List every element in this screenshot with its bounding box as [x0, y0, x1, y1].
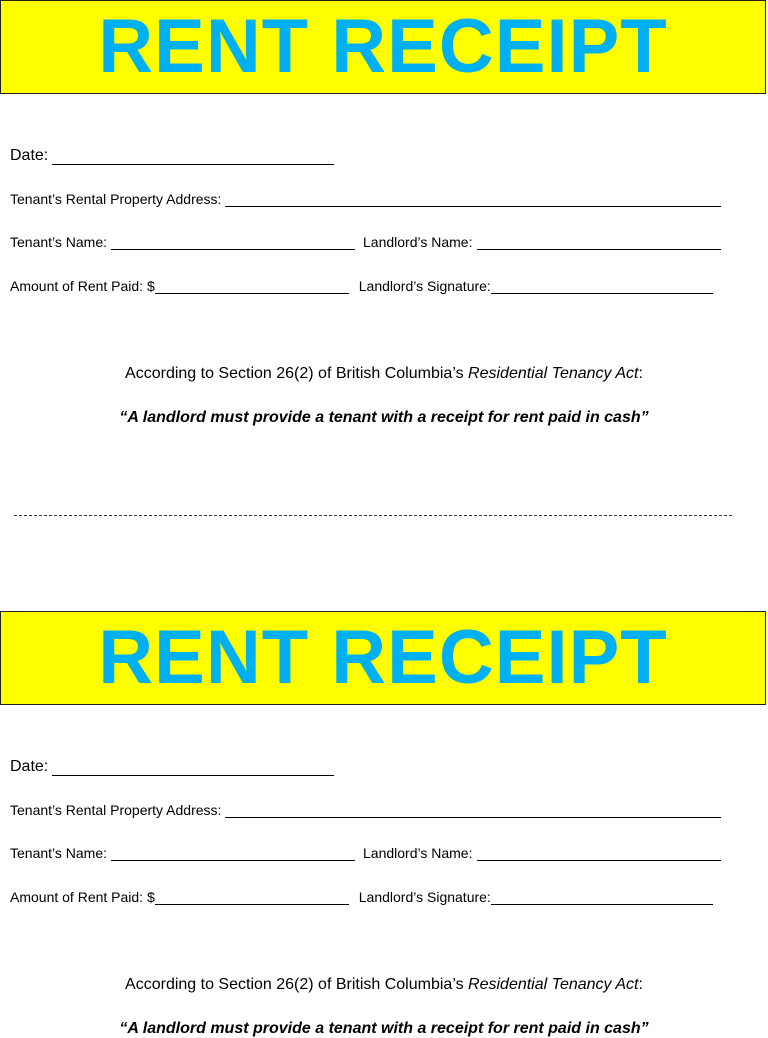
amount-blank-field[interactable]: [155, 279, 349, 294]
amount-label: Amount of Rent Paid: $: [10, 889, 155, 905]
date-label: Date:: [10, 758, 49, 775]
section-reference: [0, 365, 768, 383]
landlord-name-blank-field[interactable]: [477, 235, 721, 250]
signature-label: Landlord’s Signature:: [358, 278, 491, 294]
names-row: [10, 234, 721, 250]
address-blank-field[interactable]: [225, 803, 721, 818]
signature-label: Landlord’s Signature:: [358, 889, 491, 905]
section-reference: [0, 976, 768, 994]
tenant-name-label: Tenant’s Name:: [10, 845, 108, 861]
receipt-banner: [0, 0, 766, 94]
date-blank-field[interactable]: [52, 759, 334, 776]
signature-blank-field[interactable]: [491, 279, 713, 294]
date-row: [10, 758, 334, 776]
section-prefix: According to Section 26(2) of British Columbia’s: [125, 976, 469, 993]
names-row: [10, 845, 721, 861]
address-row: [10, 802, 721, 818]
date-label: Date:: [10, 147, 49, 164]
act-name: Residential Tenancy Act: [468, 976, 639, 993]
receipt-banner: [0, 611, 766, 705]
receipt-title: RENT RECEIPT: [98, 615, 668, 700]
tenant-name-blank-field[interactable]: [111, 846, 355, 861]
landlord-name-label: Landlord’s Name:: [363, 234, 473, 250]
date-blank-field[interactable]: [52, 148, 334, 165]
act-quote: “A landlord must provide a tenant with a receipt for rent paid in cash”: [119, 409, 649, 426]
amount-signature-row: [10, 278, 713, 294]
act-quote: “A landlord must provide a tenant with a receipt for rent paid in cash”: [119, 1020, 649, 1037]
address-label: Tenant’s Rental Property Address:: [10, 802, 222, 818]
section-suffix: :: [638, 365, 643, 382]
amount-label: Amount of Rent Paid: $: [10, 278, 155, 294]
tenant-name-blank-field[interactable]: [111, 235, 355, 250]
landlord-name-label: Landlord’s Name:: [363, 845, 473, 861]
section-prefix: According to Section 26(2) of British Columbia’s: [125, 365, 469, 382]
receipt-title: RENT RECEIPT: [98, 4, 668, 89]
section-suffix: :: [638, 976, 643, 993]
date-row: [10, 147, 334, 165]
act-name: Residential Tenancy Act: [468, 365, 639, 382]
address-label: Tenant’s Rental Property Address:: [10, 191, 222, 207]
amount-signature-row: [10, 889, 713, 905]
cut-line-divider: [14, 515, 732, 516]
address-row: [10, 191, 721, 207]
landlord-name-blank-field[interactable]: [477, 846, 721, 861]
address-blank-field[interactable]: [225, 192, 721, 207]
signature-blank-field[interactable]: [491, 890, 713, 905]
tenant-name-label: Tenant’s Name:: [10, 234, 108, 250]
amount-blank-field[interactable]: [155, 890, 349, 905]
